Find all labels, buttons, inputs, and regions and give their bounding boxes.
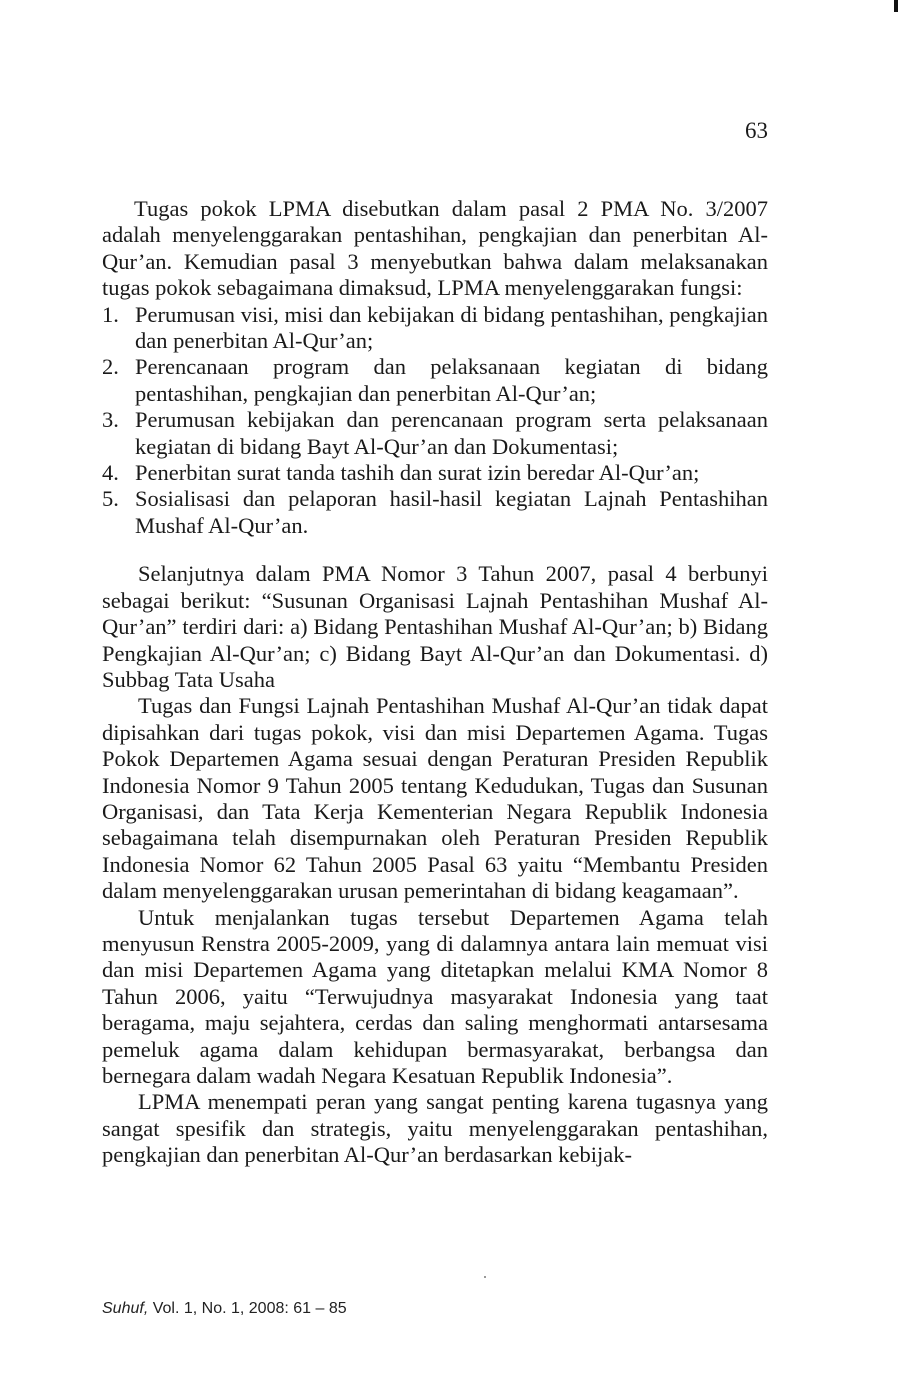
paragraph-tugas-fungsi: Tugas dan Fungsi Lajnah Pentashihan Mushaf Al-Qur’an tidak dapat dipisahkan dari tugas pokok, visi dan misi Departemen Agama. Tugas Pokok Departemen Agama sesuai dengan Peraturan Presiden Republik Indonesia Nomor 9 Tahun 2005 tentang Kedudukan, Tugas dan Susunan Organisasi, dan Tata Kerja Kementerian Negara Republik Indonesia sebagaimana telah disempurnakan oleh Peraturan Presiden Republik Indonesia Nomor 62 Tahun 2005 Pasal 63 yaitu “Membantu Presiden dalam menyelenggarakan urusan pemerintahan di bidang keagamaan”. [102,693,768,904]
journal-footer [102,1300,347,1318]
list-item-number: 3. [102,407,119,433]
scan-speck [484,1276,486,1278]
list-item-number: 5. [102,486,119,512]
list-item [102,486,768,539]
journal-name: Suhuf, [102,1300,149,1317]
list-item-text: Perumusan visi, misi dan kebijakan di bidang pentashihan, pengkajian dan penerbitan Al-Qur’an; [135,301,768,354]
paragraph-susunan-organisasi: Selanjutnya dalam PMA Nomor 3 Tahun 2007, pasal 4 berbunyi sebagai berikut: “Susunan Organisasi Lajnah Pentashihan Mushaf Al-Qur’an” terdiri dari: a) Bidang Pentashihan Mushaf Al-Qur’an; b) Bidang Pengkajian Al-Qur’an; c) Bidang Bayt Al-Qur’an dan Dokumentasi. d) Subbag Tata Usaha [102,561,768,692]
list-item-text: Perumusan kebijakan dan perencanaan program serta pelaksanaan kegiatan di bidang Bayt Al-Qur’an dan Dokumentasi; [135,407,768,459]
list-item-number: 4. [102,460,119,486]
paragraph-tugas-pokok: Tugas pokok LPMA disebutkan dalam pasal 2 PMA No. 3/2007 adalah menyelenggarakan pentashihan, pengkajian dan penerbitan Al-Qur’an. Kemudian pasal 3 menyebutkan bahwa dalam melaksanakan tugas pokok sebagaimana dimaksud, LPMA menyelenggarakan fungsi: [102,196,768,301]
list-item-text: Penerbitan surat tanda tashih dan surat izin beredar Al-Qur’an; [135,460,700,486]
article-body [102,196,768,1169]
paragraph-peran-lpma: LPMA menempati peran yang sangat penting karena tugasnya yang sangat spesifik dan strategis, yaitu menyelenggarakan pentashihan, pengkajian dan penerbitan Al-Qur’an berdasarkan kebijak- [102,1089,768,1168]
list-item-number: 2. [102,354,119,380]
list-item [102,302,768,355]
list-item [102,407,768,460]
page-number: 63 [745,118,768,143]
scan-edge-mark [894,0,898,12]
list-item-text: Perencanaan program dan pelaksanaan kegiatan di bidang pentashihan, pengkajian dan penerbitan Al-Qur’an; [135,354,768,406]
journal-details: Vol. 1, No. 1, 2008: 61 – 85 [148,1300,347,1317]
fungsi-list [102,302,768,540]
list-item-number: 1. [102,301,119,327]
list-item-text: Sosialisasi dan pelaporan hasil-hasil kegiatan Lajnah Pentashihan Mushaf Al-Qur’an. [135,486,768,538]
list-item [102,460,768,486]
paragraph-renstra: Untuk menjalankan tugas tersebut Departemen Agama telah menyusun Renstra 2005-2009, yang di dalamnya antara lain memuat visi dan misi Departemen Agama yang ditetapkan melalui KMA Nomor 8 Tahun 2006, yaitu “Terwujudnya masyarakat Indonesia yang taat beragama, maju sejahtera, cerdas dan saling menghormati antarsesama pemeluk agama dalam kehidupan bermasyarakat, berbangsa dan bernegara dalam wadah Negara Kesatuan Republik Indonesia”. [102,904,768,1088]
list-item [102,354,768,407]
